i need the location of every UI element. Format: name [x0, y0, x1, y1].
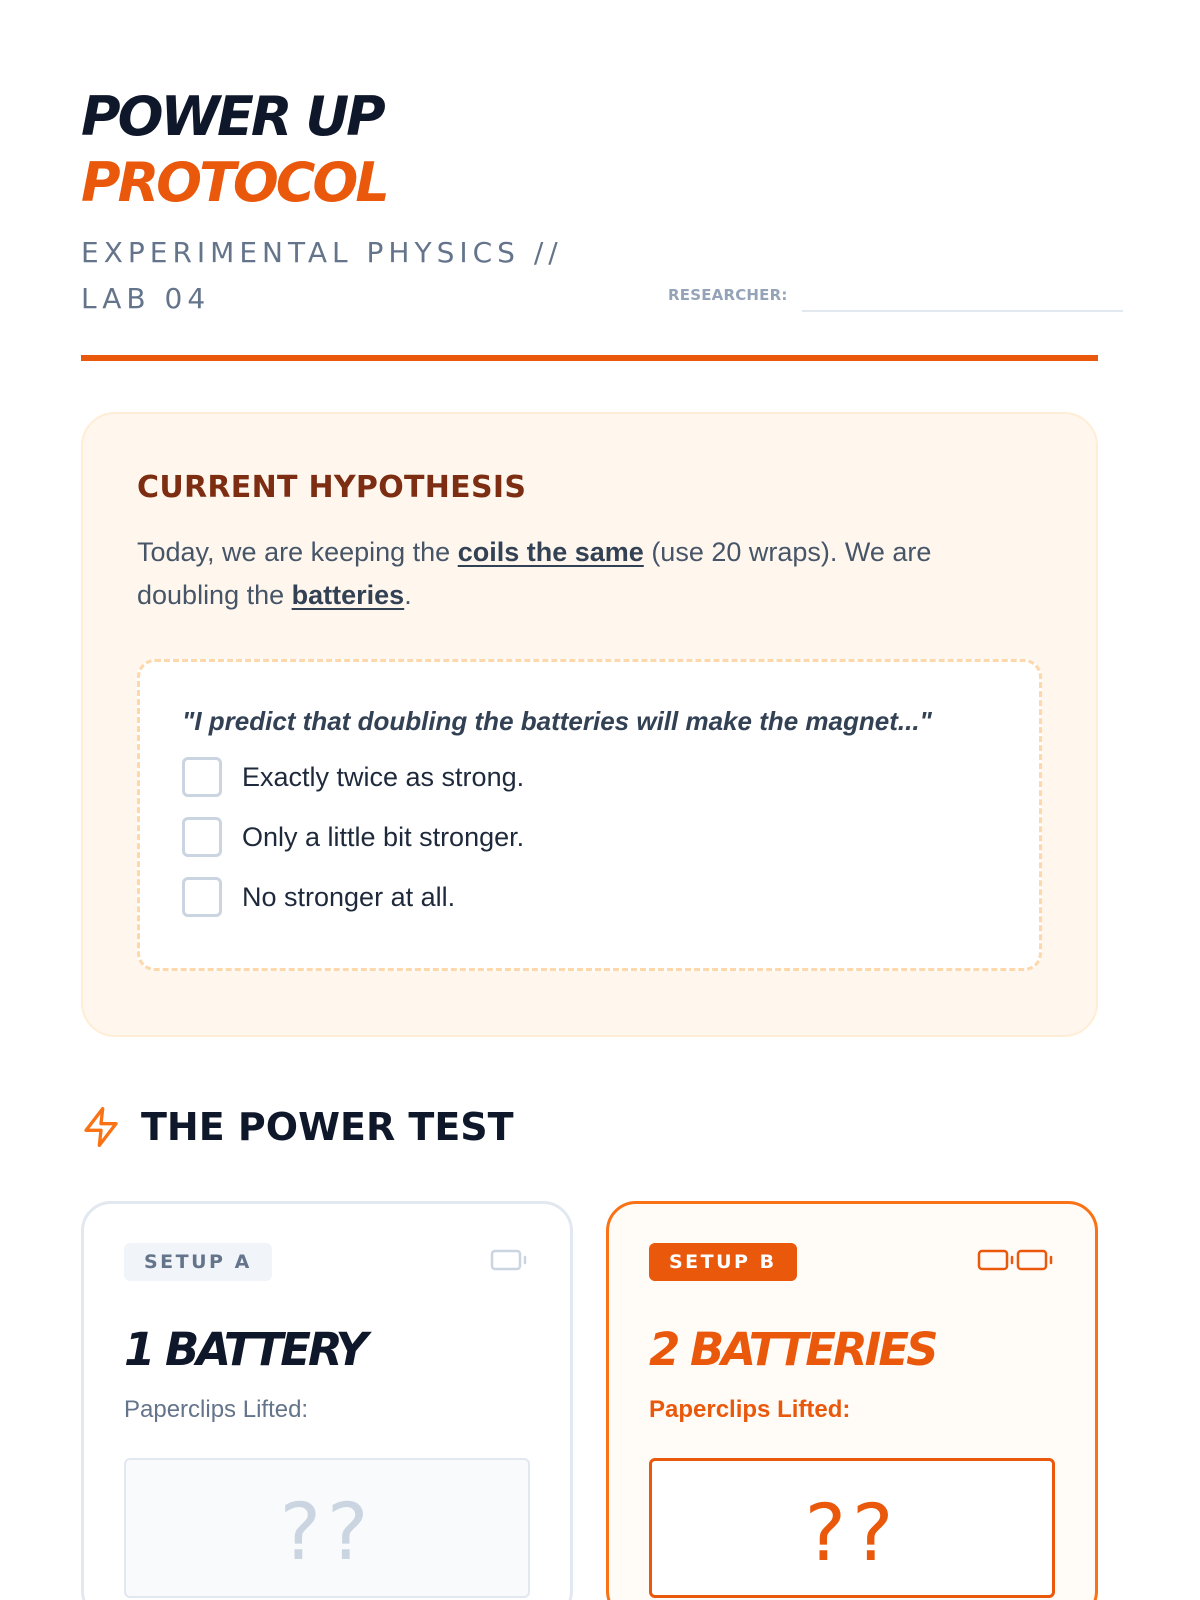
- option-twice-as-strong[interactable]: [182, 757, 997, 797]
- option-checkbox[interactable]: [182, 877, 222, 917]
- battery-count: 2 BATTERIES: [649, 1323, 936, 1376]
- hypothesis-text-part: (use 20 wraps). We are doubling the: [137, 537, 932, 610]
- setup-cards: [81, 1201, 1098, 1600]
- prediction-prompt: "I predict that doubling the batteries will make the magnet...": [182, 706, 932, 736]
- hypothesis-text: [137, 531, 997, 617]
- lightning-bolt-icon: [81, 1105, 121, 1149]
- option-no-stronger[interactable]: [182, 877, 997, 917]
- single-battery-icon: [490, 1248, 530, 1277]
- subtitle: EXPERIMENTAL PHYSICS // LAB 04: [81, 236, 563, 315]
- option-label: No stronger at all.: [242, 881, 456, 912]
- hypothesis-text-part: Today, we are keeping the: [137, 537, 458, 567]
- prediction-box: [137, 659, 1042, 971]
- option-checkbox[interactable]: [182, 757, 222, 797]
- setup-a-card: [81, 1201, 573, 1600]
- paperclips-answer-input[interactable]: ??: [124, 1458, 530, 1598]
- hypothesis-text-part: .: [404, 580, 412, 610]
- paperclips-label: Paperclips Lifted:: [124, 1396, 309, 1423]
- prediction-options: [182, 757, 997, 917]
- researcher-input[interactable]: [802, 272, 1123, 312]
- option-label: Only a little bit stronger.: [242, 821, 525, 852]
- title-line-2: PROTOCOL: [81, 151, 387, 214]
- option-little-stronger[interactable]: [182, 817, 997, 857]
- paperclips-answer-input[interactable]: ??: [649, 1458, 1055, 1598]
- hypothesis-title: CURRENT HYPOTHESIS: [137, 470, 527, 505]
- setup-badge: SETUP B: [649, 1243, 797, 1281]
- hypothesis-panel: [81, 412, 1098, 1037]
- section-title: THE POWER TEST: [141, 1105, 514, 1149]
- header: [81, 0, 1098, 361]
- card-header: [649, 1243, 1055, 1281]
- emphasis-batteries: batteries: [291, 580, 405, 610]
- battery-count: 1 BATTERY: [124, 1323, 366, 1376]
- setup-b-card: [606, 1201, 1098, 1600]
- power-test-heading: [81, 1105, 1098, 1149]
- option-label: Exactly twice as strong.: [242, 761, 525, 792]
- setup-badge: SETUP A: [124, 1243, 272, 1281]
- paperclips-label: Paperclips Lifted:: [649, 1396, 851, 1423]
- emphasis-coils: coils the same: [457, 537, 644, 567]
- card-header: [124, 1243, 530, 1281]
- double-battery-icon: [977, 1248, 1055, 1277]
- researcher-field: [668, 272, 1123, 312]
- option-checkbox[interactable]: [182, 817, 222, 857]
- researcher-label: RESEARCHER:: [668, 286, 788, 304]
- title-line-1: POWER UP: [81, 85, 383, 148]
